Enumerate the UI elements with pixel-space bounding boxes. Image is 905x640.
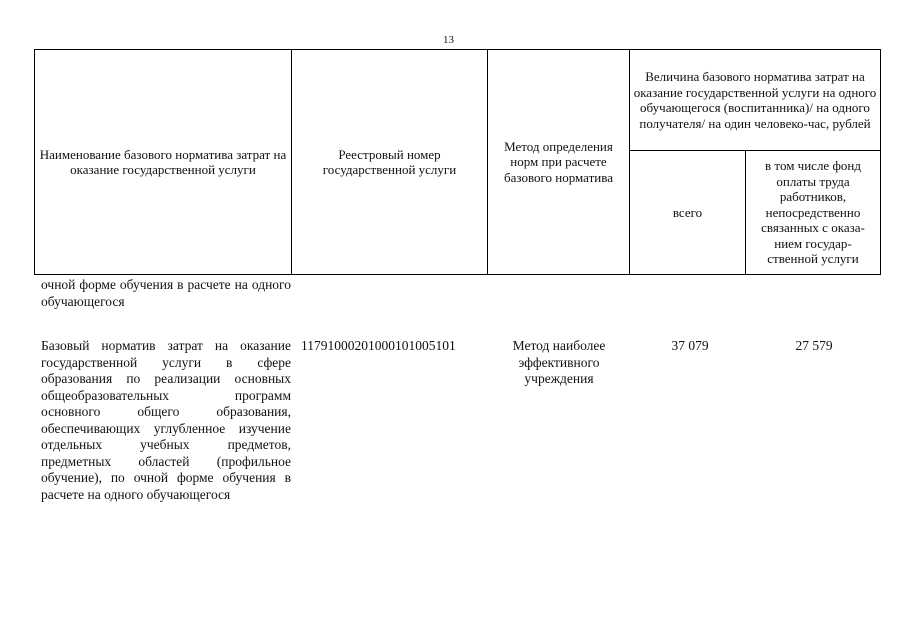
row-total: 37 079 <box>671 338 709 353</box>
header-fund: в том числе фонд оплаты труда работников, непосредственно связанных с оказа-нием государ-ственной услуги <box>746 151 881 275</box>
norm-table <box>34 49 881 275</box>
row-registry-number: 11791000201000101005101 <box>301 338 456 353</box>
page-number: 13 <box>443 34 454 46</box>
header-value-group: Величина базового норматива затрат на оказание государственной услуги на одного обучающегося (воспитанника)/ на одного получателя/ на один человеко-час, рублей <box>630 50 881 151</box>
header-method: Метод определения норм при расчете базового норматива <box>488 50 630 275</box>
header-name: Наименование базового норматива затрат на оказание государственной услуги <box>35 50 292 275</box>
row-name: Базовый норматив затрат на оказание государственной услуги в сфере образования по реализации основных общеобразовательных программ основного общего образования, обеспечивающих углубленное изучение отдельных учебных предметов, предметных областей (профильное обучение), по очной форме обучения в расчете на одного обучающегося <box>41 338 291 502</box>
row-method: Метод наиболее эффективного учреждения <box>512 338 606 386</box>
header-registry: Реестровый номер государственной услуги <box>292 50 488 275</box>
row-fund: 27 579 <box>795 338 833 353</box>
header-total: всего <box>630 151 746 275</box>
continued-row-text: очной форме обучения в расчете на одного обучающегося <box>41 277 291 309</box>
